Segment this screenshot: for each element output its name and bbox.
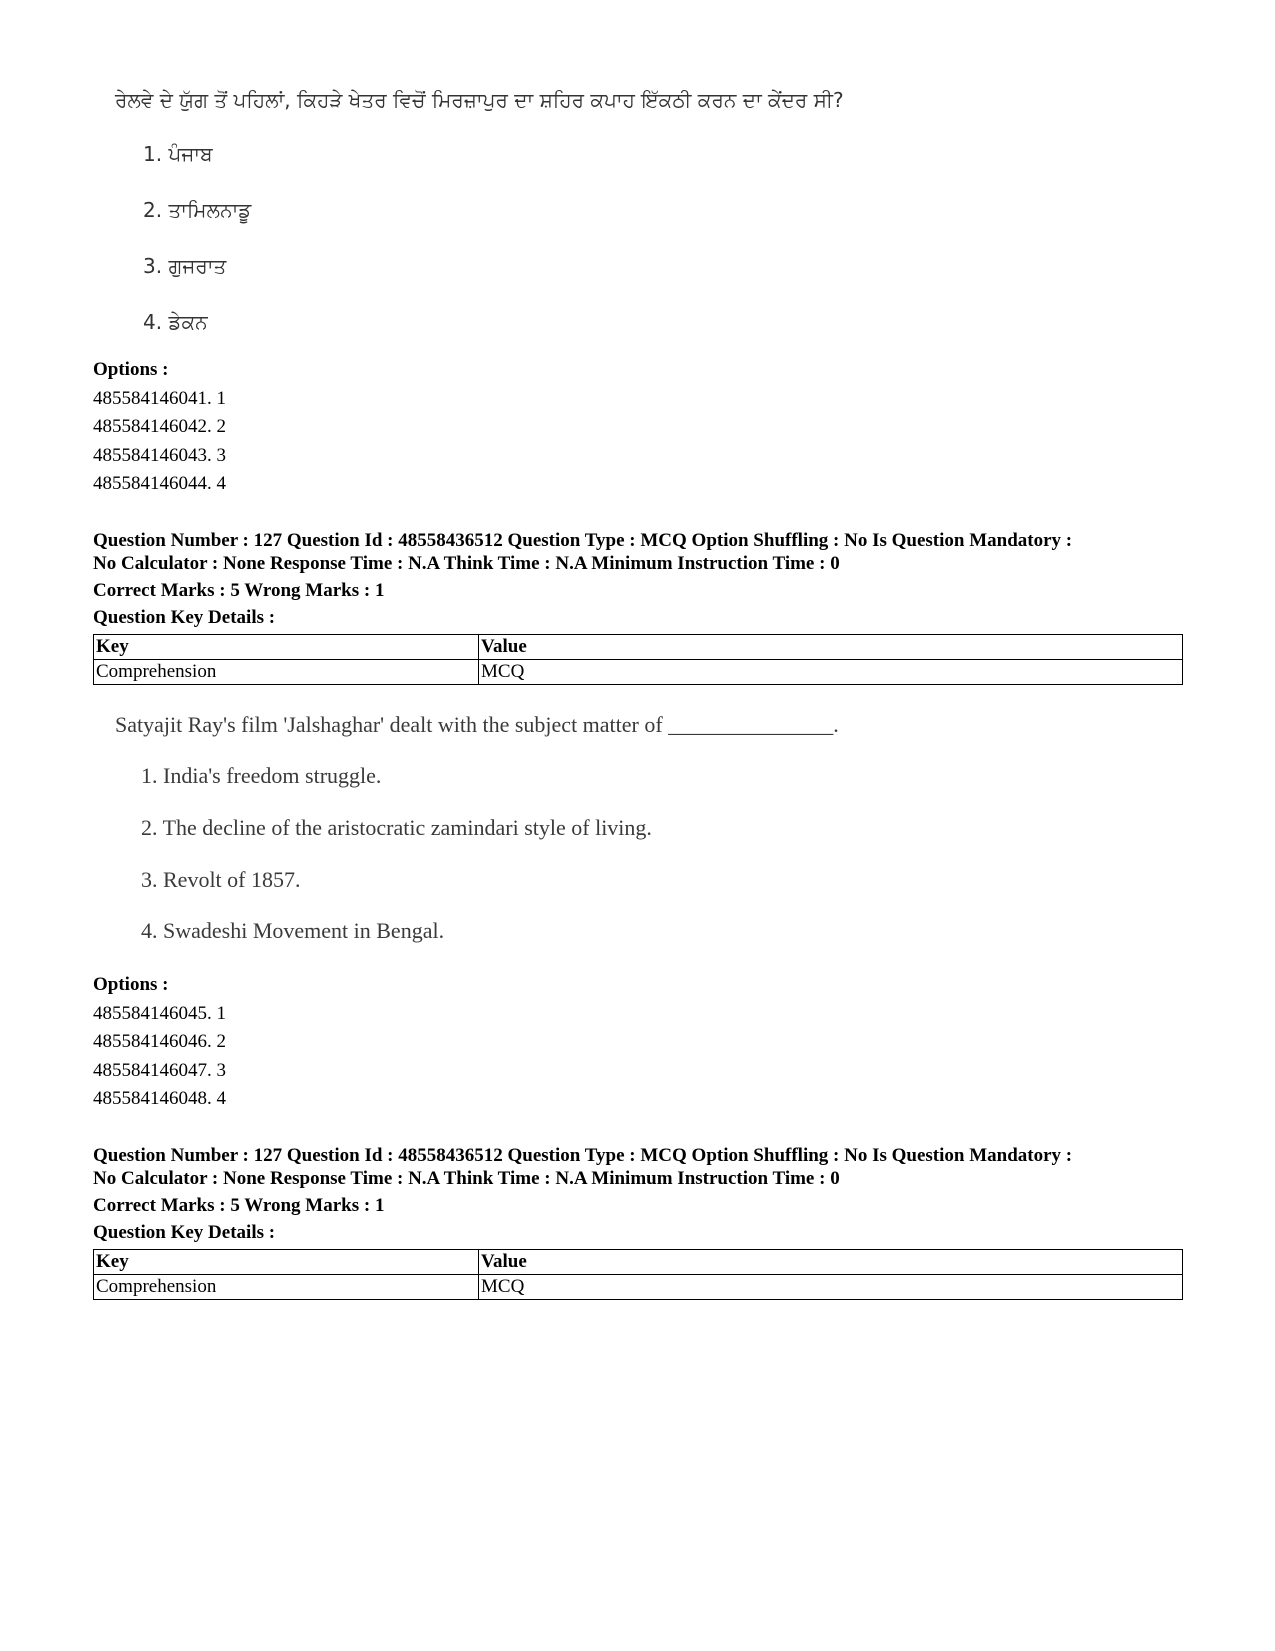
question-choice-2: 2. ਤਾਮਿਲਨਾਡੂ [143,198,252,222]
question-meta [93,529,1193,629]
key-details-title: Question Key Details : [93,1222,276,1243]
question-choice-2: 2. The decline of the aristocratic zamindari style of living. [141,815,652,840]
question-key-table [93,1249,1183,1300]
question-choice-4: 4. Swadeshi Movement in Bengal. [141,918,445,943]
question-key-table [93,634,1183,685]
marks-line: Correct Marks : 5 Wrong Marks : 1 [93,580,385,601]
question-image-punjabi [115,82,1015,342]
marks-line: Correct Marks : 5 Wrong Marks : 1 [93,1195,385,1216]
question-image-english [115,712,1015,952]
question-stem: Satyajit Ray's film 'Jalshaghar' dealt with the subject matter of _______________. [115,712,839,737]
table-cell-value: MCQ [479,1275,1183,1300]
table-header-value: Value [479,1250,1183,1275]
options-title: Options : [93,974,169,995]
options-title: Options : [93,359,169,380]
question-meta-line: Question Number : 127 Question Id : 48558436512 Question Type : MCQ Option Shuffling : No Is Question Mandatory : [93,1145,1073,1166]
question-meta-line: Question Number : 127 Question Id : 48558436512 Question Type : MCQ Option Shuffling : No Is Question Mandatory : [93,530,1073,551]
question-meta [93,1144,1193,1244]
table-header-value: Value [479,635,1183,660]
question-choice-3: 3. Revolt of 1857. [141,867,301,892]
option-item: 485584146047. 3 [93,1059,226,1081]
option-item: 485584146045. 1 [93,1002,226,1024]
table-row [94,660,1183,685]
option-item: 485584146046. 2 [93,1031,226,1052]
option-item: 485584146041. 1 [93,387,226,409]
option-item: 485584146043. 3 [93,444,226,466]
question-stem: ਰੇਲਵੇ ਦੇ ਯੁੱਗ ਤੋਂ ਪਹਿਲਾਂ, ਕਿਹੜੇ ਖੇਤਰ ਵਿਚੋਂ ਮਿਰਜ਼ਾਪੁਰ ਦਾ ਸ਼ਹਿਰ ਕਪਾਹ ਇੱਕਠੀ ਕਰਨ ਦਾ ਕੇਂਦਰ ਸੀ? [115,88,844,112]
key-details-title: Question Key Details : [93,607,276,628]
question-meta-line: No Calculator : None Response Time : N.A Think Time : N.A Minimum Instruction Time : 0 [93,553,840,574]
question-choice-1: 1. ਪੰਜਾਬ [143,142,213,166]
options-list [93,356,226,499]
question-choice-3: 3. ਗੁਜਰਾਤ [143,254,227,278]
question-choice-1: 1. India's freedom struggle. [141,763,382,788]
options-list [93,971,226,1114]
table-header-key: Key [94,1250,479,1275]
option-item: 485584146044. 4 [93,473,226,494]
table-row [94,1275,1183,1300]
question-choice-4: 4. ਡੇਕਨ [143,310,208,334]
table-cell-key: Comprehension [94,1275,479,1300]
option-item: 485584146042. 2 [93,416,226,437]
question-meta-line: No Calculator : None Response Time : N.A Think Time : N.A Minimum Instruction Time : 0 [93,1168,840,1189]
table-cell-key: Comprehension [94,660,479,685]
table-cell-value: MCQ [479,660,1183,685]
table-header-row [94,1250,1183,1275]
table-header-row [94,635,1183,660]
option-item: 485584146048. 4 [93,1088,226,1109]
table-header-key: Key [94,635,479,660]
